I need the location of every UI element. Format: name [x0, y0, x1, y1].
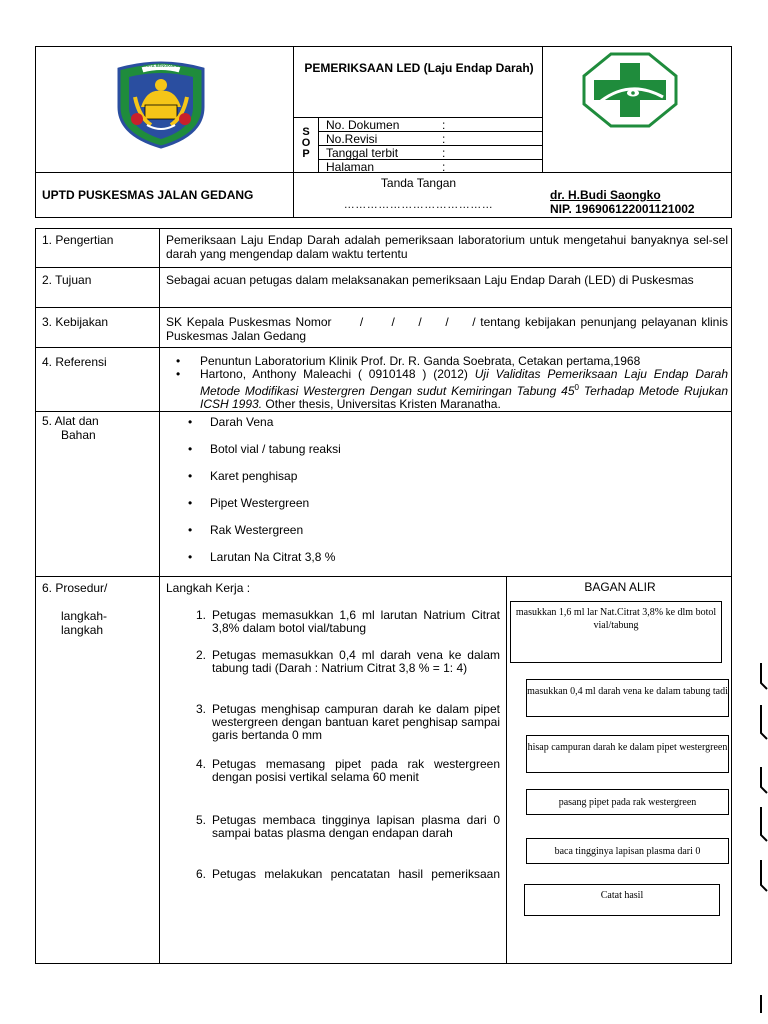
reference-item: • Penuntun Laboratorium Klinik Prof. Dr. R. Ganda Soebrata, Cetakan pertama,1968: [166, 355, 728, 368]
flow-box: masukkan 0,4 ml darah vena ke dalam tabung tadi: [526, 679, 729, 717]
flowchart-title: BAGAN ALIR: [584, 580, 656, 594]
equipment-item: • Pipet Westergreen: [166, 497, 728, 510]
doc-field-row: [318, 146, 543, 160]
doc-field-sep: :: [442, 160, 446, 174]
reference-degree: 0: [574, 383, 579, 392]
step-number: 3.: [195, 702, 206, 716]
flow-box: Catat hasil: [524, 884, 720, 916]
row-divider: [36, 411, 732, 412]
sop-letter: O: [301, 137, 311, 149]
emblem-banner-text: KOTA BENGKULU: [143, 63, 179, 68]
flow-box: pasang pipet pada rak westergreen: [526, 789, 729, 815]
step-text: Petugas membaca tingginya lapisan plasma dari 0 sampai batas plasma dengan endapan darah: [212, 813, 500, 840]
signer-block: [550, 188, 695, 216]
text-pengertian: Pemeriksaan Laju Endap Darah adalah pemeriksaan laboratorium untuk mengetahui banyaknya sel-sel darah yang mengendap dalam waktu tertentu: [166, 233, 728, 261]
label-prosedur-line1: 6. Prosedur/: [42, 581, 108, 595]
flow-box: masukkan 1,6 ml lar Nat.Citrat 3,8% ke dlm botol vial/tabung: [510, 601, 722, 663]
step-text: Petugas memasukkan 0,4 ml darah vena ke dalam tabung tadi (Darah : Natrium Citrat 3,8 % = 1: 4): [212, 648, 500, 675]
doc-field-label: Tanggal terbit: [326, 146, 399, 160]
sop-label: [294, 127, 318, 160]
sop-letter: S: [302, 126, 310, 138]
equipment-item: • Karet penghisap: [166, 470, 728, 483]
doc-field-sep: :: [442, 146, 446, 160]
sop-header: [35, 46, 732, 218]
document-title: PEMERIKSAAN LED (Laju Endap Darah): [304, 61, 534, 75]
doc-field-sep: :: [442, 118, 446, 132]
label-tujuan: 2. Tujuan: [42, 273, 92, 287]
label-kebijakan: 3. Kebijakan: [42, 315, 109, 329]
doc-field-row: [318, 132, 543, 146]
equipment-item: • Rak Westergreen: [166, 524, 728, 537]
equipment-list: [166, 416, 728, 578]
equipment-item: • Darah Vena: [166, 416, 728, 429]
step-text: Petugas melakukan pencatatan hasil pemeriksaan: [212, 867, 500, 881]
langkah-title: Langkah Kerja :: [166, 581, 251, 595]
label-prosedur: [42, 581, 107, 637]
unit-name: UPTD PUSKESMAS JALAN GEDANG: [42, 188, 254, 202]
step-number: 1.: [195, 608, 206, 622]
signer-nip: NIP. 196906122001121002: [550, 202, 695, 216]
reference-source: Other thesis, Universitas Kristen Maranatha.: [262, 397, 501, 411]
doc-field-label: Halaman: [326, 160, 375, 174]
step-number: 5.: [195, 813, 206, 827]
label-pengertian: 1. Pengertian: [42, 233, 114, 247]
flow-box: hisap campuran darah ke dalam pipet westergreen: [526, 735, 729, 773]
step-number: 6.: [195, 867, 206, 881]
doc-field-row: [318, 118, 543, 132]
reference-title: Uji Validitas Pemeriksaan Laju Endap Darah Metode Modifikasi Westergren Dengan sudut Kemiringan Tabung 45: [200, 367, 728, 398]
doc-field-sep: :: [442, 132, 446, 146]
label-prosedur-line3: langkah: [61, 623, 104, 637]
step-text: Petugas menghisap campuran darah ke dalam pipet westergreen dengan bantuan karet penghisap sampai garis bertanda 0 mm: [212, 702, 500, 742]
signature-line: …………………………………: [343, 199, 494, 211]
label-prosedur-line2: langkah-: [61, 609, 108, 623]
step-number: 2.: [195, 648, 206, 662]
row-divider: [36, 307, 732, 308]
label-alat-line2: Bahan: [61, 428, 96, 442]
signer-name: dr. H.Budi Saongko: [550, 188, 661, 202]
row-divider: [36, 267, 732, 268]
reference-list: [166, 355, 728, 411]
flow-box: baca tingginya lapisan plasma dari 0: [526, 838, 729, 864]
step-number: 4.: [195, 757, 206, 771]
label-alat: [42, 414, 99, 442]
sop-letter: P: [302, 148, 310, 160]
equipment-item: • Botol vial / tabung reaksi: [166, 443, 728, 456]
label-alat-line1: 5. Alat dan: [42, 414, 99, 428]
city-emblem-icon: [111, 59, 211, 149]
reference-authors: Hartono, Anthony Maleachi ( 0910148 ) (2012): [200, 367, 475, 381]
sop-content-table: [35, 228, 732, 964]
text-tujuan: Sebagai acuan petugas dalam melaksanakan pemeriksaan Laju Endap Darah (LED) di Puskesmas: [166, 273, 694, 287]
text-kebijakan: SK Kepala Puskesmas Nomor / / / / / tentang kebijakan penunjang pelayanan klinis Puskesmas Jalan Gedang: [166, 315, 732, 343]
reference-title-end: Terhadap Metode Rujukan ICSH 1993.: [200, 384, 728, 411]
row-divider: [36, 347, 732, 348]
signature-label: Tanda Tangan: [380, 176, 457, 190]
label-referensi: 4. Referensi: [42, 355, 107, 369]
doc-field-label: No.Revisi: [326, 132, 378, 146]
signature-block: [294, 175, 543, 213]
clipped-flow-arrows: [758, 655, 768, 1015]
equipment-item: • Larutan Na Citrat 3,8 %: [166, 551, 728, 564]
step-text: Petugas memasang pipet pada rak westergreen dengan posisi vertikal selama 60 menit: [212, 757, 500, 784]
health-cross-icon: [581, 51, 679, 129]
doc-field-row: [318, 160, 543, 174]
label-column-divider: [159, 229, 160, 964]
doc-field-label: No. Dokumen: [326, 118, 400, 132]
reference-item: [166, 368, 728, 411]
step-text: Petugas memasukkan 1,6 ml larutan Natrium Citrat 3,8% dalam botol vial/tabung: [212, 608, 500, 635]
flowchart-column-divider: [506, 576, 507, 964]
